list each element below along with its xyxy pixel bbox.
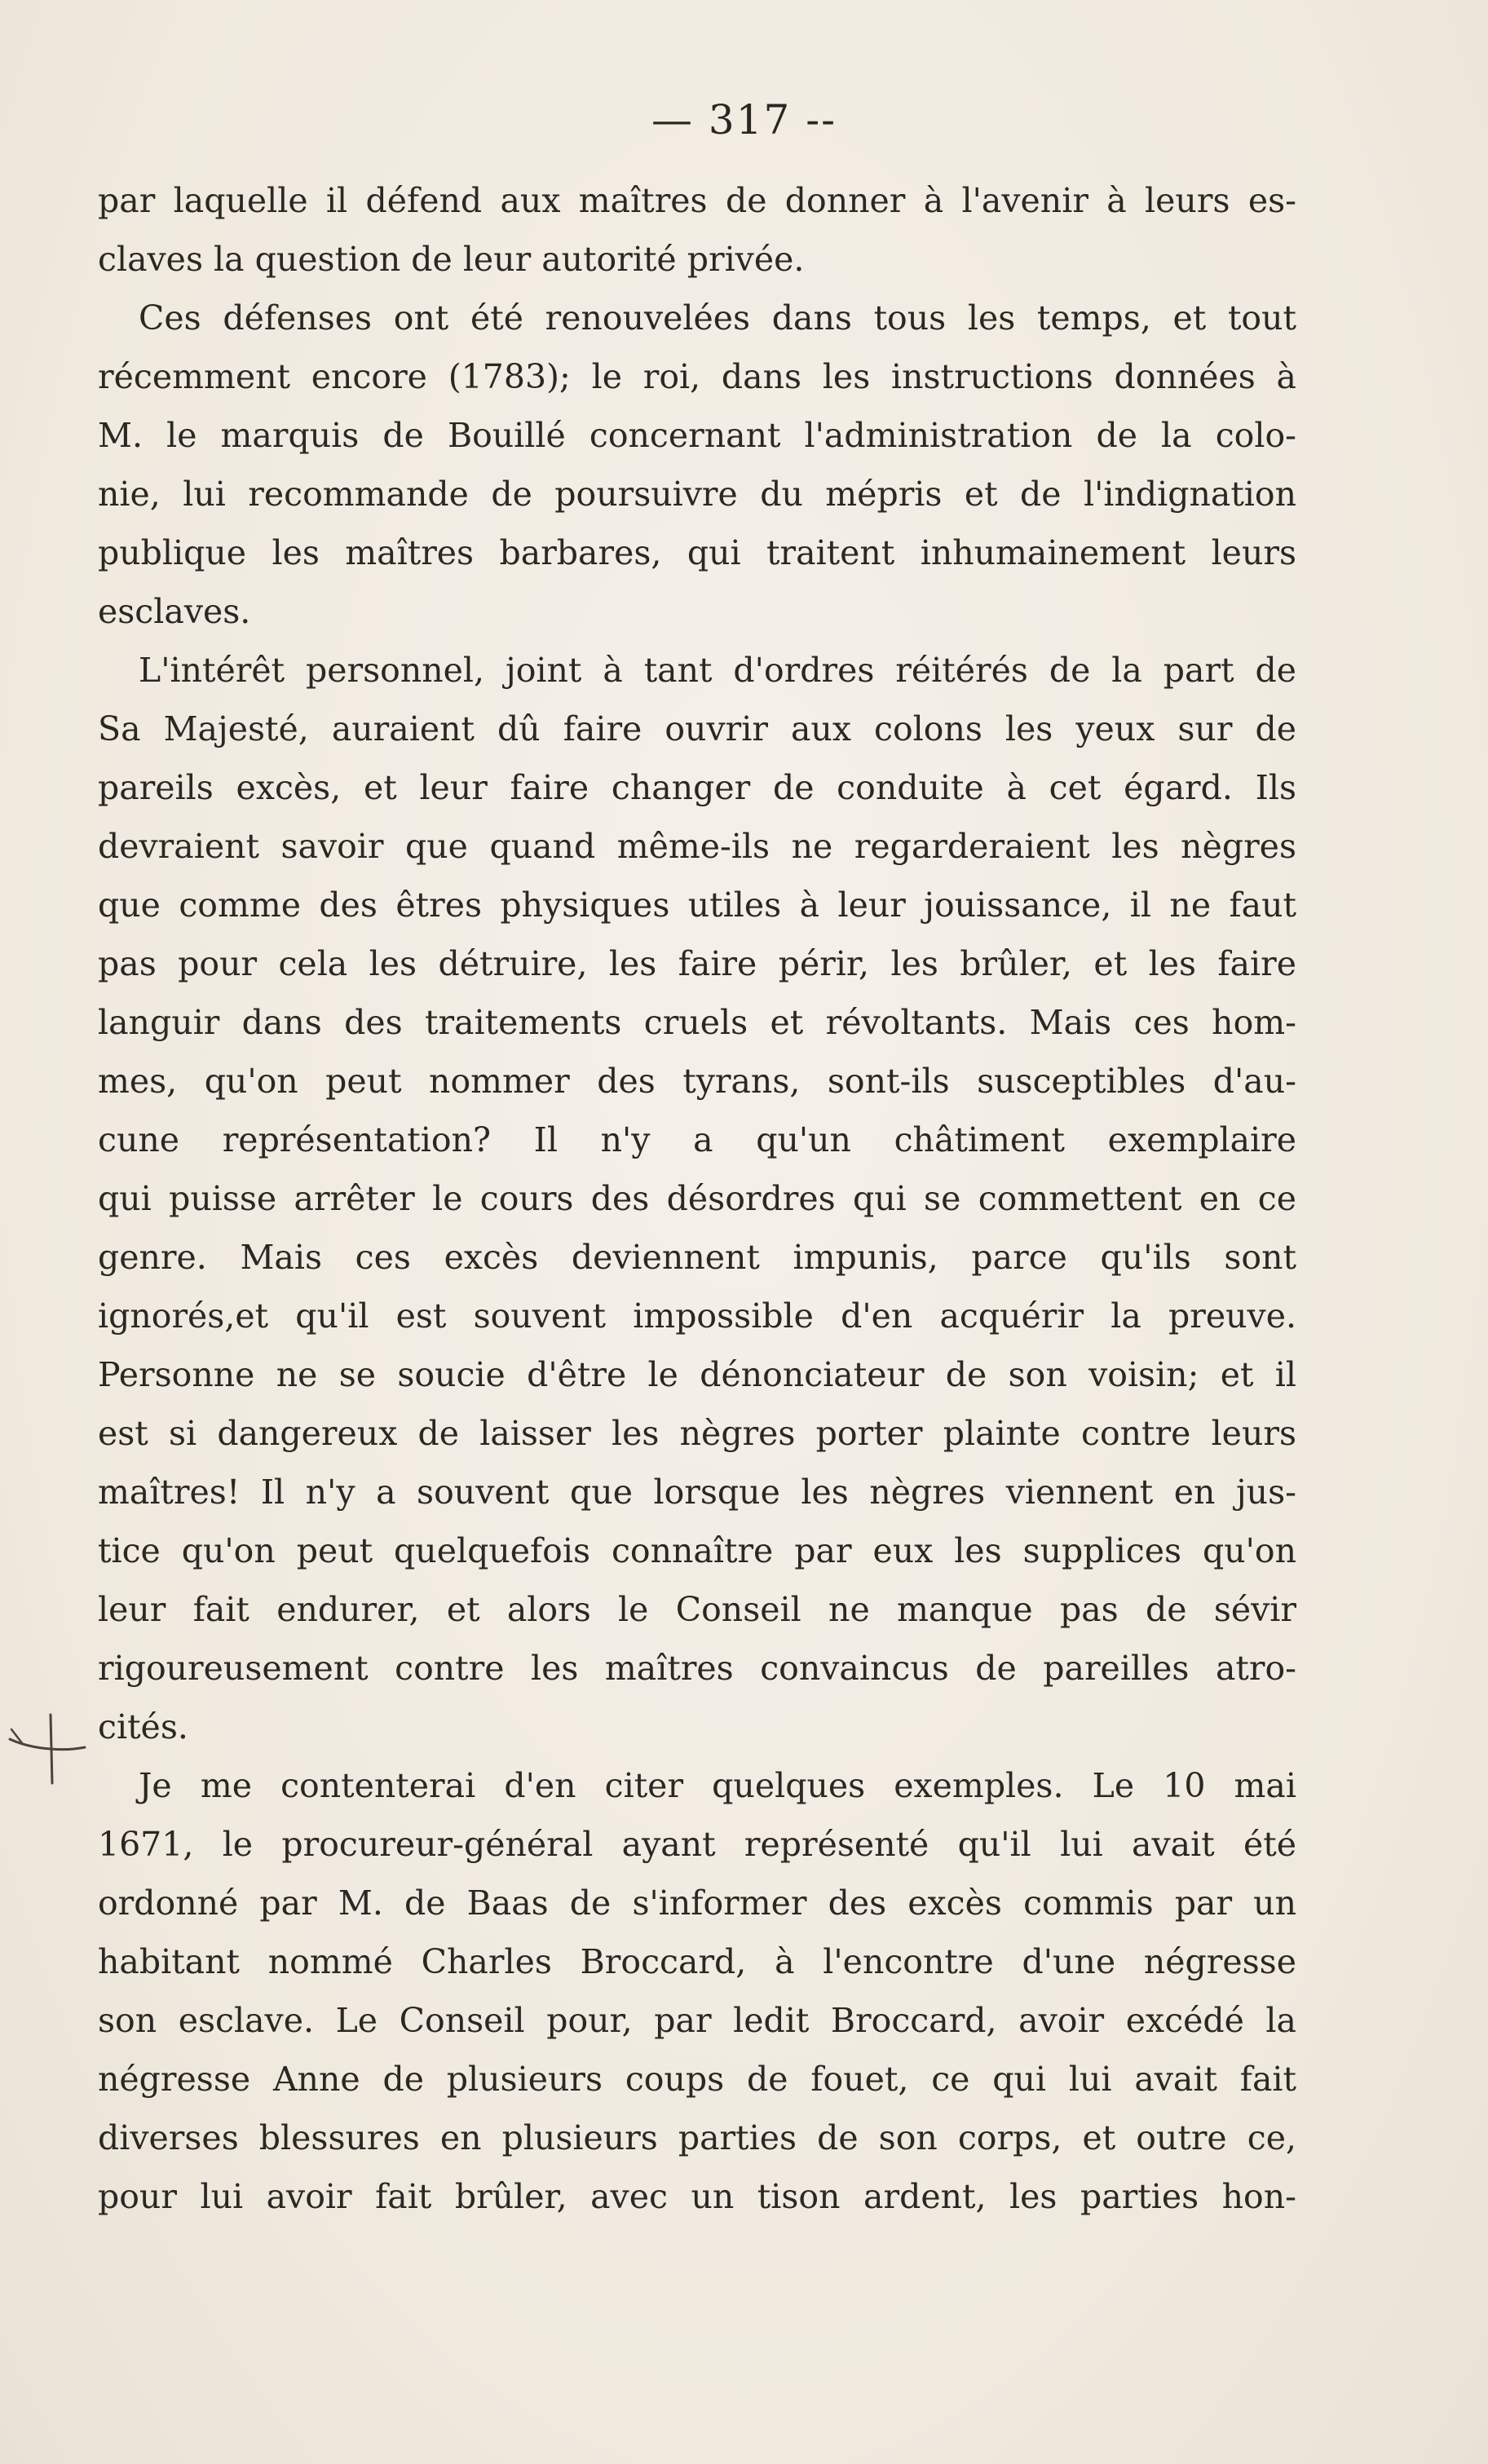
text-line: ignorés,et qu'il est souvent impossible d'en acquérir la preuve. — [98, 1296, 1296, 1336]
text-line: que comme des êtres physiques utiles à leur jouissance, il ne faut — [98, 885, 1296, 925]
text-line: pareils excès, et leur faire changer de conduite à cet égard. Ils — [98, 768, 1296, 807]
text-line: genre. Mais ces excès deviennent impunis, parce qu'ils sont — [98, 1238, 1296, 1277]
text-line: mes, qu'on peut nommer des tyrans, sont-ils susceptibles d'au- — [98, 1062, 1296, 1101]
text-line: esclaves. — [98, 592, 251, 631]
text-line: diverses blessures en plusieurs parties de son corps, et outre ce, — [98, 2118, 1296, 2157]
text-line: ordonné par M. de Baas de s'informer des excès commis par un — [98, 1883, 1296, 1923]
page-number: — 317 -- — [651, 96, 837, 144]
margin-cross-mark — [3, 1708, 93, 1790]
text-line: maîtres! Il n'y a souvent que lorsque les nègres viennent en jus- — [98, 1473, 1296, 1512]
text-line: claves la question de leur autorité privée. — [98, 240, 805, 279]
text-line: Sa Majesté, auraient dû faire ouvrir aux colons les yeux sur de — [98, 709, 1296, 748]
text-line: négresse Anne de plusieurs coups de fouet, ce qui lui avait fait — [98, 2060, 1296, 2099]
text-line: pas pour cela les détruire, les faire périr, les brûler, et les faire — [98, 944, 1296, 983]
text-line: Je me contenterai d'en citer quelques exemples. Le 10 mai — [139, 1766, 1296, 1805]
text-line: son esclave. Le Conseil pour, par ledit Broccard, avoir excédé la — [98, 2001, 1296, 2040]
text-line: languir dans des traitements cruels et révoltants. Mais ces hom- — [98, 1003, 1296, 1042]
text-line: 1671, le procureur-général ayant représenté qu'il lui avait été — [98, 1825, 1296, 1864]
body-text — [98, 171, 1296, 2226]
text-line: publique les maîtres barbares, qui traitent inhumainement leurs — [98, 533, 1296, 572]
text-line: Personne ne se soucie d'être le dénonciateur de son voisin; et il — [98, 1355, 1296, 1394]
text-line: qui puisse arrêter le cours des désordres qui se commettent en ce — [98, 1179, 1296, 1218]
text-line: cités. — [98, 1707, 188, 1746]
text-line: par laquelle il défend aux maîtres de donner à l'avenir à leurs es- — [98, 181, 1296, 220]
text-line: est si dangereux de laisser les nègres porter plainte contre leurs — [98, 1414, 1296, 1453]
text-line: cune représentation? Il n'y a qu'un châtiment exemplaire — [98, 1120, 1296, 1159]
text-line: Ces défenses ont été renouvelées dans tous les temps, et tout — [139, 298, 1296, 338]
text-line: habitant nommé Charles Broccard, à l'encontre d'une négresse — [98, 1942, 1296, 1981]
text-line: rigoureusement contre les maîtres convaincus de pareilles atro- — [98, 1649, 1296, 1688]
text-line: leur fait endurer, et alors le Conseil ne manque pas de sévir — [98, 1590, 1296, 1629]
text-line: M. le marquis de Bouillé concernant l'administration de la colo- — [98, 416, 1296, 455]
text-line: nie, lui recommande de poursuivre du mépris et de l'indignation — [98, 475, 1296, 514]
text-line: tice qu'on peut quelquefois connaître par eux les supplices qu'on — [98, 1531, 1296, 1570]
text-line: devraient savoir que quand même-ils ne regarderaient les nègres — [98, 827, 1296, 866]
text-line: L'intérêt personnel, joint à tant d'ordres réitérés de la part de — [139, 651, 1296, 690]
text-line: récemment encore (1783); le roi, dans les instructions données à — [98, 357, 1296, 396]
text-line: pour lui avoir fait brûler, avec un tison ardent, les parties hon- — [98, 2177, 1296, 2216]
